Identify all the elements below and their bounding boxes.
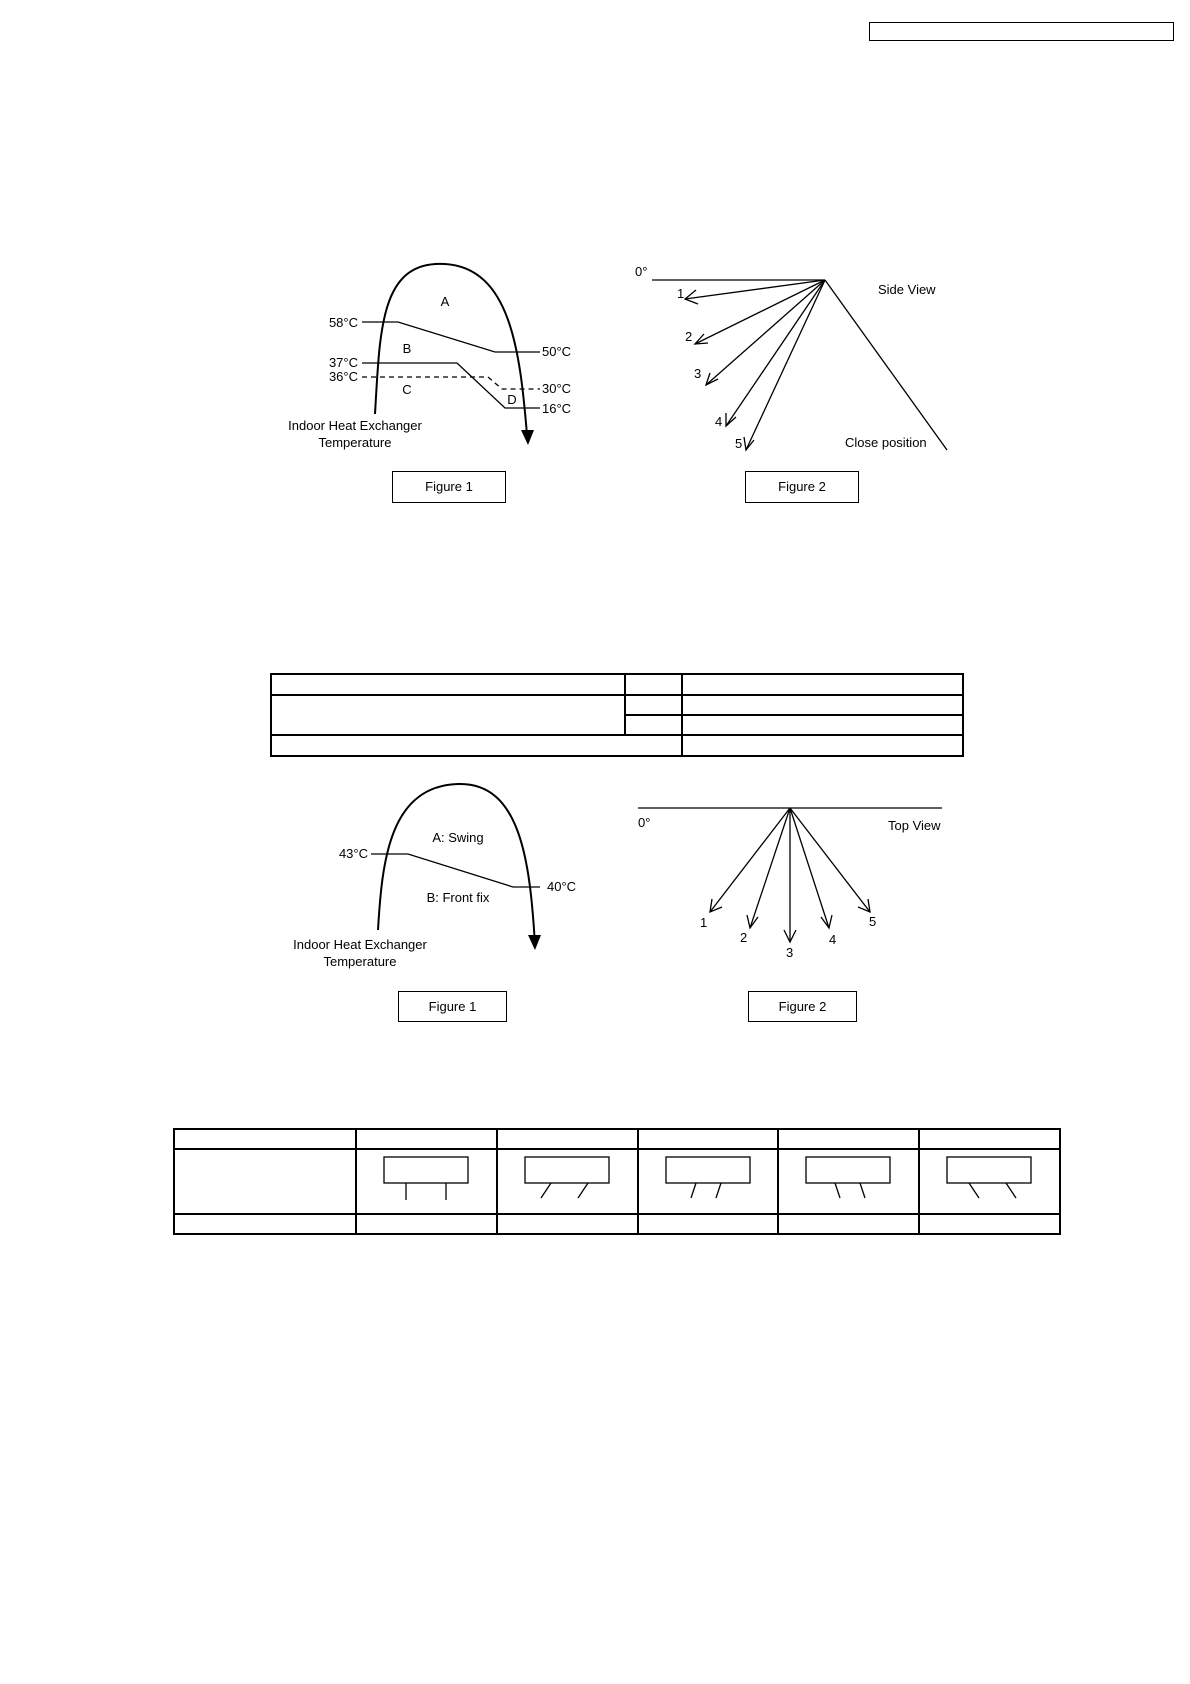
position-5-label: 5 [735, 436, 743, 451]
temp-58-label: 58°C [328, 315, 358, 330]
table1-cell [625, 695, 682, 715]
louver-cell [638, 1149, 779, 1214]
figure1-swing-diagram [300, 780, 600, 950]
position-3-label: 3 [694, 366, 702, 381]
table2-header-cell [919, 1129, 1060, 1149]
position-5-label: 5 [869, 914, 877, 929]
table1-cell [682, 735, 963, 756]
louver-slight-left-icon [639, 1150, 777, 1208]
axis-label-line2: Temperature [323, 954, 397, 969]
axis-label-line1: Indoor Heat Exchanger [288, 418, 422, 433]
position-1-label: 1 [677, 286, 685, 301]
temp-40-label: 40°C [547, 879, 577, 894]
position-3-label: 3 [786, 945, 794, 960]
figure2-caption: Figure 2 [745, 471, 859, 503]
axis-label-line1: Indoor Heat Exchanger [293, 937, 427, 952]
temp-43-label: 43°C [338, 846, 368, 861]
region-d-label: D [507, 392, 517, 407]
table2 [173, 1128, 1061, 1235]
table2-footer-cell [497, 1214, 638, 1234]
table1-cell [682, 715, 963, 735]
table2-header-cell [356, 1129, 497, 1149]
table2-header-cell [174, 1129, 356, 1149]
table2-label-cell [174, 1149, 356, 1214]
table2-header-cell [497, 1129, 638, 1149]
louver-straight-icon [357, 1150, 495, 1208]
table2-header-cell [778, 1129, 919, 1149]
top-view-label: Top View [888, 818, 941, 833]
table1-cell [271, 695, 625, 735]
region-b-label: B [402, 341, 412, 356]
zero-degree-label: 0° [635, 264, 648, 279]
figure2-side-view-diagram [630, 258, 960, 458]
hysteresis-curve [378, 784, 535, 945]
table1-cell [625, 715, 682, 735]
louver-cell [919, 1149, 1060, 1214]
table1-cell [271, 674, 625, 695]
temp-30-label: 30°C [542, 381, 572, 396]
position-2-label: 2 [685, 329, 693, 344]
curve-arrowhead [528, 935, 541, 950]
louver-left-icon [498, 1150, 636, 1208]
header-box [869, 22, 1174, 41]
position-2-label: 2 [740, 930, 748, 945]
table2-footer-cell [778, 1214, 919, 1234]
table2-footer-cell [174, 1214, 356, 1234]
table2-header-cell [638, 1129, 779, 1149]
side-view-label: Side View [878, 282, 936, 297]
table1-cell [682, 674, 963, 695]
figure1-axis-label [270, 418, 450, 458]
position-4-label: 4 [829, 932, 837, 947]
hysteresis-curve [375, 264, 527, 435]
table2-footer-cell [919, 1214, 1060, 1234]
figure1-caption-2: Figure 1 [398, 991, 507, 1022]
table1 [270, 673, 964, 757]
region-c-label: C [402, 382, 412, 397]
table1-cell [625, 674, 682, 695]
figure2-caption-2: Figure 2 [748, 991, 857, 1022]
figure2-top-view-diagram [630, 800, 950, 970]
louver-slight-right-icon [779, 1150, 917, 1208]
table1-cell [271, 735, 682, 756]
axis-label-line2: Temperature [318, 435, 392, 450]
temp-50-label: 50°C [542, 344, 572, 359]
zero-degree-label: 0° [638, 815, 651, 830]
close-position-label: Close position [845, 435, 927, 450]
figure1-axis-label-2 [275, 935, 455, 975]
louver-cell [778, 1149, 919, 1214]
front-fix-label: B: Front fix [426, 890, 490, 905]
louver-cell [497, 1149, 638, 1214]
region-a-label: A [440, 294, 450, 309]
figure1-caption: Figure 1 [392, 471, 506, 503]
position-4-label: 4 [715, 414, 723, 429]
temp-36-label: 36°C [328, 369, 358, 384]
temp-16-label: 16°C [542, 401, 572, 416]
table2-footer-cell [356, 1214, 497, 1234]
louver-right-icon [920, 1150, 1058, 1208]
table2-footer-cell [638, 1214, 779, 1234]
table1-cell [682, 695, 963, 715]
temp-37-label: 37°C [328, 355, 358, 370]
curve-arrowhead [521, 430, 534, 445]
swing-label: A: Swing [432, 830, 484, 845]
position-1-label: 1 [700, 915, 708, 930]
louver-cell [356, 1149, 497, 1214]
